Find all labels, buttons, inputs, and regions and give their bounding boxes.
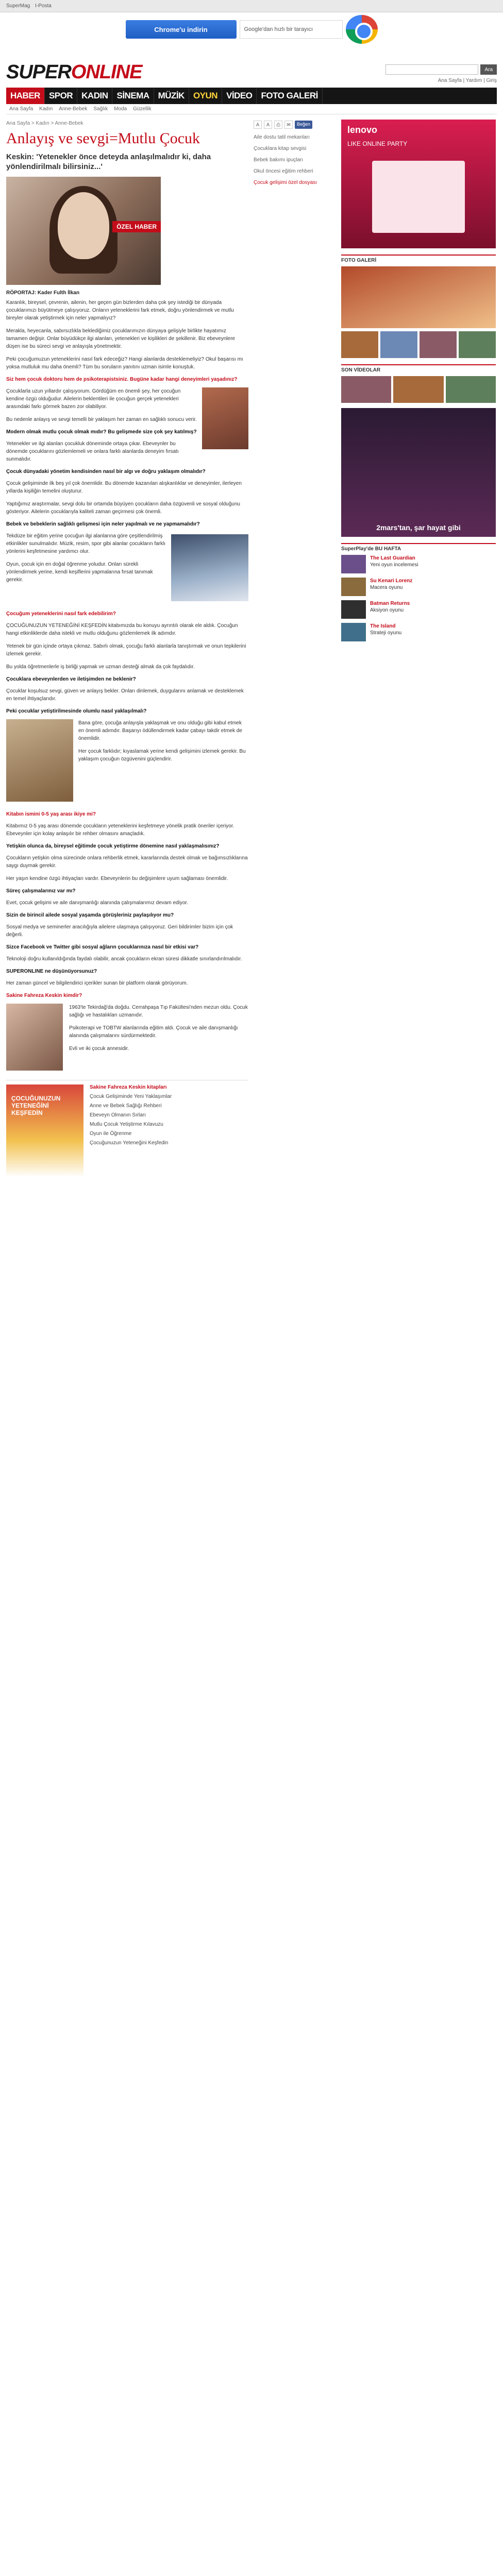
paragraph: Psikoterapi ve TOBTW alanlarında eğitim aldı. Çocuk ve aile danışmanlığı alanında çalışmalarını sürdürmektedir. bbox=[69, 1025, 238, 1039]
paragraph: ÇOCUĞUNUZUN YETENEĞİNİ KEŞFEDİN kitabımızda bu konuyu ayrıntılı olarak ele aldık. Çocuğun hangi etkinliklerde daha istekli ve mutlu olduğunu gözlemlemek ilk adımdır. bbox=[6, 623, 238, 636]
video-thumb[interactable] bbox=[446, 376, 496, 403]
superplay-item[interactable] bbox=[341, 578, 496, 596]
subnav-link[interactable]: Moda bbox=[114, 106, 127, 112]
superplay-title: The Island bbox=[370, 623, 396, 629]
section-superplay[interactable]: SuperPlay'de BU HAFTA bbox=[341, 543, 496, 552]
superplay-list bbox=[341, 555, 496, 641]
nav-item[interactable]: OYUN bbox=[189, 88, 222, 104]
paragraph: Her zaman güncel ve bilgilendirici içerikler sunan bir platform olarak görüyorum. bbox=[6, 980, 188, 986]
paragraph: Çocuk gelişiminde ilk beş yıl çok önemlidir. Bu dönemde kazanılan alışkanlıklar ve deneyimler, ilerleyen yıllarda kişiliğin temelini oluşturur. bbox=[6, 481, 242, 494]
superplay-thumb bbox=[341, 578, 366, 596]
section-photo-gallery[interactable]: FOTO GALERİ bbox=[341, 255, 496, 263]
superplay-desc: Aksiyon oyunu bbox=[370, 607, 404, 613]
inline-photo bbox=[6, 719, 73, 802]
paragraph: Peki çocuğumuzun yeteneklerini nasıl fark edeceğiz? Hangi alanlarda desteklemeliyiz? Okul başarısı mı yoksa mutluluk mu daha önemli? Tüm bu soruların yanıtını uzman isimle konuştuk. bbox=[6, 357, 243, 370]
question: Peki çocuklar yetiştirilmesinde olumlu nasıl yaklaşılmalı? bbox=[6, 708, 147, 714]
superplay-text bbox=[370, 623, 401, 641]
ad-banner bbox=[0, 12, 503, 46]
logo-part-online: ONLINE bbox=[71, 61, 142, 83]
superplay-text bbox=[370, 555, 418, 573]
paragraph: Bu nedenle anlayış ve sevgi temelli bir yaklaşım her zaman en sağlıklı sonucu verir. bbox=[6, 417, 197, 422]
ad-subtitle: LIKE ONLINE PARTY bbox=[347, 140, 408, 147]
superplay-desc: Yeni oyun incelemesi bbox=[370, 562, 418, 568]
video-thumbs bbox=[341, 376, 496, 403]
paragraph: Teknoloji doğru kullanıldığında faydalı olabilir, ancak çocukların ekran süresi dikkatle sınırlandırılmalıdır. bbox=[6, 956, 242, 962]
top-bar bbox=[0, 0, 503, 12]
gallery-thumb[interactable] bbox=[459, 331, 496, 358]
paragraph: Çocuklarla uzun yıllardır çalışıyorum. Gördüğüm en önemli şey, her çocuğun kendine özgü olduğudur. Ailelerin beklentileri ile çocuğun gerçek yetenekleri arasındaki farkı görmek bazen zor olabiliyor. bbox=[6, 388, 181, 410]
question: Süreç çalışmalarınız var mı? bbox=[6, 888, 76, 894]
sub-nav bbox=[6, 104, 497, 114]
mail-icon[interactable]: ✉ bbox=[284, 121, 293, 129]
related-book-link[interactable]: Anne ve Bebek Sağlığı Rehberi bbox=[90, 1103, 162, 1109]
paragraph: Çocukların yetişkin olma sürecinde onlara rehberlik etmek, kararlarında destek olmak ve bağımsızlıklarına saygı duymak gerekir. bbox=[6, 855, 248, 869]
paragraph: Sosyal medya ve seminerler aracılığıyla ailelere ulaşmaya çalışıyoruz. Geri bildirimler bizim için çok değerli. bbox=[6, 924, 233, 938]
paragraph: Evli ve iki çocuk annesidir. bbox=[69, 1046, 129, 1052]
ad-title: lenovo bbox=[347, 125, 378, 135]
main-nav bbox=[6, 88, 497, 104]
promo-ad[interactable] bbox=[341, 408, 496, 537]
superplay-text bbox=[370, 578, 412, 596]
video-thumb[interactable] bbox=[393, 376, 443, 403]
hero-face-shape bbox=[58, 192, 109, 259]
superonline-logo[interactable] bbox=[6, 61, 142, 83]
paragraph: Bu yolda öğretmenlerle iş birliği yapmak ve uzman desteği almak da çok faydalıdır. bbox=[6, 664, 195, 670]
site-header bbox=[0, 46, 503, 88]
question: Kitabın ismini 0-5 yaş arası ikiye mi? bbox=[6, 811, 96, 817]
gallery-thumb[interactable] bbox=[420, 331, 457, 358]
question: Bebek ve bebeklerin sağlıklı gelişmesi için neler yapılmalı ve ne yapmamalıdır? bbox=[6, 521, 200, 527]
inline-photo bbox=[202, 387, 248, 449]
question: Çocuk dünyadaki yönetim kendisinden nasıl bir algı ve doğru yaklaşım olmalıdır? bbox=[6, 469, 206, 474]
sidebar-link[interactable]: Çocuklara kitap sevgisi bbox=[254, 146, 307, 151]
superplay-desc: Strateji oyunu bbox=[370, 630, 402, 636]
gallery-thumb[interactable] bbox=[380, 331, 417, 358]
article-title: Anlayış ve sevgi=Mutlu Çocuk bbox=[6, 130, 200, 147]
question: Modern olmak mutlu çocuk olmak mıdır? Bu gelişmede size çok şey katılmış? bbox=[6, 429, 197, 435]
video-thumb[interactable] bbox=[341, 376, 391, 403]
question: Sizce Facebook ve Twitter gibi sosyal ağların çocuklarınıza nasıl bir etkisi var? bbox=[6, 944, 199, 950]
paragraph: Her yaşın kendine özgü ihtiyaçları vardır. Ebeveynlerin bu değişimlere uyum sağlaması önemlidir. bbox=[6, 876, 228, 882]
superplay-thumb bbox=[341, 555, 366, 573]
question: Siz hem çocuk doktoru hem de psikoterapistsiniz. Bugüne kadar hangi deneyimleri yaşadınız? bbox=[6, 377, 238, 382]
related-book-link[interactable]: Çocuğunuzun Yeteneğini Keşfedin bbox=[90, 1140, 169, 1146]
paragraph: Oyun, çocuk için en doğal öğrenme yoludur. Onları sürekli yönlendirmek yerine, kendi keşiflerini yapmalarına fırsat tanımak gerekir. bbox=[6, 562, 153, 583]
superplay-title: The Last Guardian bbox=[370, 555, 415, 561]
superplay-item[interactable] bbox=[341, 600, 496, 619]
hero-image bbox=[6, 177, 161, 285]
superplay-title: Su Kenari Lorenz bbox=[370, 578, 413, 584]
paragraph: Evet, çocuk gelişimi ve aile danışmanlığı alanında çalışmalarımız devam ediyor. bbox=[6, 900, 188, 906]
subnav-link[interactable]: Sağlık bbox=[93, 106, 108, 112]
superplay-item[interactable] bbox=[341, 555, 496, 573]
gallery-image[interactable] bbox=[341, 266, 496, 328]
paragraph: 1963'te Tekirdağ'da doğdu. Cerrahpaşa Tıp Fakültesi'nden mezun oldu. Çocuk sağlığı ve hastalıkları uzmanıdır. bbox=[69, 1005, 248, 1018]
paragraph: Yaptığımız araştırmalar, sevgi dolu bir ortamda büyüyen çocukların daha özgüvenli ve sosyal olduğunu gösteriyor. Ailelerin çocuklarıyla kaliteli zaman geçirmesi çok önemli. bbox=[6, 501, 240, 515]
sidebar-highlight-link[interactable]: Çocuk gelişimi özel dosyası bbox=[254, 180, 317, 185]
facebook-like-button[interactable]: Beğen bbox=[295, 121, 312, 129]
paragraph: Çocuklar koşulsuz sevgi, güven ve anlayış bekler. Onları dinlemek, duygularını anlamak ve desteklemek en temel ihtiyaçlarıdır. bbox=[6, 688, 244, 702]
paragraph: Yetenek bir gün içinde ortaya çıkmaz. Sabırlı olmak, çocuğu farklı alanlarla tanıştırmak ve onun tepkilerini izlemek gerekir. bbox=[6, 643, 246, 657]
nav-item[interactable]: FOTO GALERİ bbox=[257, 88, 322, 104]
subnav-link[interactable]: Ana Sayfa bbox=[9, 106, 33, 112]
superplay-text bbox=[370, 600, 410, 619]
sidebar-link[interactable]: Aile dostu tatil mekanları bbox=[254, 134, 310, 140]
paragraph: Tekdüze bir eğitim yerine çocuğun ilgi alanlarına göre çeşitlendirilmiş etkinlikler sunulmalıdır. Müzik, resim, spor gibi alanlar çocukların farklı yönlerini keşfetmesine yardımcı olur. bbox=[6, 533, 165, 554]
superplay-thumb bbox=[341, 623, 366, 641]
paragraph: Her çocuk farklıdır; kıyaslamak yerine kendi gelişimini izlemek gerekir. Bu yaklaşım çocuğun özgüvenini güçlendirir. bbox=[78, 749, 246, 762]
superplay-desc: Macera oyunu bbox=[370, 585, 403, 590]
paragraph: Karanlık, bireysel, çevrenin, ailenin, her geçen gün bizlerden daha çok şey istediği bir dünyada çocuklarımızı büyütmeye çalışıyoruz. Onların yeteneklerini fark etmek, doğru yönlendirmek ve mutlu bireyler olarak yetiştirmek için neler yapmalıyız? bbox=[6, 300, 234, 321]
question: Sizin de birincil ailede sosyal yaşamda görüşleriniz paylaşılıyor mu? bbox=[6, 912, 174, 918]
nav-item[interactable]: SİNEMA bbox=[112, 88, 154, 104]
google-ad-text[interactable]: Google'dan hızlı bir tarayıcı bbox=[240, 20, 343, 39]
section-videos[interactable]: SON VİDEOLAR bbox=[341, 364, 496, 373]
logo-part-super: SUPER bbox=[6, 61, 71, 83]
article-sidebar bbox=[254, 114, 336, 1181]
font-increase-icon[interactable]: A bbox=[264, 121, 272, 129]
article-spot: Keskin: 'Yetenekler önce deteyda anlaşılmalıdır ki, daha yönlendirilmalı bilirsiniz...' bbox=[6, 152, 211, 171]
sidebar-link[interactable]: Okul öncesi eğitim rehberi bbox=[254, 168, 313, 174]
question: SUPERONLINE ne düşünüyorsunuz? bbox=[6, 969, 97, 974]
gallery-thumbs bbox=[341, 331, 496, 358]
author-section-title: Sakine Fahreza Keskin kimdir? bbox=[6, 993, 82, 998]
subnav-link[interactable]: Güzellik bbox=[133, 106, 152, 112]
paragraph: Kitabımız 0-5 yaş arası dönemde çocukların yeteneklerini keşfetmeye yönelik pratik öneriler içeriyor. Ebeveynler için kolay anlaşılır bir rehber olmasını amaçladık. bbox=[6, 823, 234, 837]
right-column bbox=[341, 114, 496, 1181]
gallery-thumb[interactable] bbox=[341, 331, 378, 358]
related-book-link[interactable]: Ebeveyn Olmanın Sırları bbox=[90, 1112, 146, 1118]
breadcrumb[interactable]: Ana Sayfa > Kadın > Anne-Bebek bbox=[6, 121, 83, 126]
ad-image bbox=[372, 161, 465, 233]
exclusive-badge: ÖZEL HABER bbox=[112, 221, 161, 232]
related-book-link[interactable]: Çocuk Gelişiminde Yeni Yaklaşımlar bbox=[90, 1094, 172, 1099]
superplay-thumb bbox=[341, 600, 366, 619]
inline-photo bbox=[171, 534, 248, 601]
paragraph: Yetenekler ve ilgi alanları çocukluk döneminde ortaya çıkar. Ebeveynler bu dönemde çocuklarını gözlemlemeli ve onlara farklı alanlarda deneyim fırsatı sunmalıdır. bbox=[6, 441, 179, 462]
search-button[interactable]: Ara bbox=[480, 64, 497, 75]
share-tools bbox=[254, 121, 336, 129]
nav-item[interactable]: VİDEO bbox=[222, 88, 257, 104]
subnav-link[interactable]: Kadın bbox=[39, 106, 53, 112]
chrome-logo-icon bbox=[346, 15, 378, 44]
author-photo bbox=[6, 1004, 63, 1071]
byline: RÖPORTAJ: Kader Fulth İlkan bbox=[6, 290, 80, 296]
paragraph: Merakla, heyecanla, sabırsızlıkla beklediğimiz çocuklarımızın dünyaya gelişiyle birlikte hayatımız tamamen değişir. Onlar büyüdükçe ilgi alanları, yetenekleri ve kişilikleri de şekillenir. Biz ebeveynlere düşen ise bu süreci sevgi ve anlayışla yönetmektir. bbox=[6, 328, 236, 349]
book-cover[interactable] bbox=[6, 1084, 83, 1177]
lenovo-ad[interactable] bbox=[341, 120, 496, 248]
subnav-link[interactable]: Anne-Bebek bbox=[59, 106, 88, 112]
article-body bbox=[6, 299, 248, 1181]
search-input[interactable] bbox=[385, 64, 478, 75]
nav-item[interactable]: HABER bbox=[6, 88, 45, 104]
nav-item[interactable]: MÜZİK bbox=[154, 88, 189, 104]
chrome-ad-button[interactable]: Chrome'u indirin bbox=[126, 20, 237, 39]
superplay-item[interactable] bbox=[341, 623, 496, 641]
question: Yetişkin olunca da, bireysel eğitimde çocuk yetiştirme dönemine nasıl yaklaşmalısınız? bbox=[6, 843, 220, 849]
nav-item[interactable]: KADIN bbox=[77, 88, 112, 104]
sidebar-link[interactable]: Bebek bakımı ipuçları bbox=[254, 157, 304, 163]
related-book-link[interactable]: Oyun ile Öğrenme bbox=[90, 1131, 132, 1137]
topbar-link-supermag[interactable]: SuperMag bbox=[6, 3, 30, 9]
promo-ad-text: 2mars'tan, şar hayat gibi bbox=[376, 523, 461, 532]
related-title: Sakine Fahreza Keskin kitapları bbox=[90, 1084, 167, 1090]
sidebar-links bbox=[254, 134, 336, 187]
related-books bbox=[6, 1080, 248, 1181]
paragraph: Bana göre, çocuğa anlayışla yaklaşmak ve onu olduğu gibi kabul etmek en önemli adımdır. Başarıyı ödüllendirmek kadar çabayı takdir etmek de önemlidir. bbox=[78, 720, 242, 741]
nav-item[interactable]: SPOR bbox=[45, 88, 77, 104]
header-links[interactable]: Ana Sayfa | Yardım | Giriş bbox=[438, 78, 497, 83]
question: Çocuğum yeteneklerini nasıl fark edebilirim? bbox=[6, 611, 116, 617]
topbar-link-iposta[interactable]: I-Posta bbox=[35, 3, 52, 9]
article bbox=[6, 114, 248, 1181]
book-title: ÇOCUĞUNUZUN YETENEĞİNİ KEŞFEDİN bbox=[11, 1095, 61, 1116]
superplay-title: Batman Returns bbox=[370, 601, 410, 606]
question: Çocuklara ebeveynlerden ve iletişimden ne beklenir? bbox=[6, 676, 136, 682]
related-book-link[interactable]: Mutlu Çocuk Yetiştirme Kılavuzu bbox=[90, 1122, 163, 1127]
font-decrease-icon[interactable]: A bbox=[254, 121, 262, 129]
print-icon[interactable]: ⎙ bbox=[274, 121, 282, 129]
